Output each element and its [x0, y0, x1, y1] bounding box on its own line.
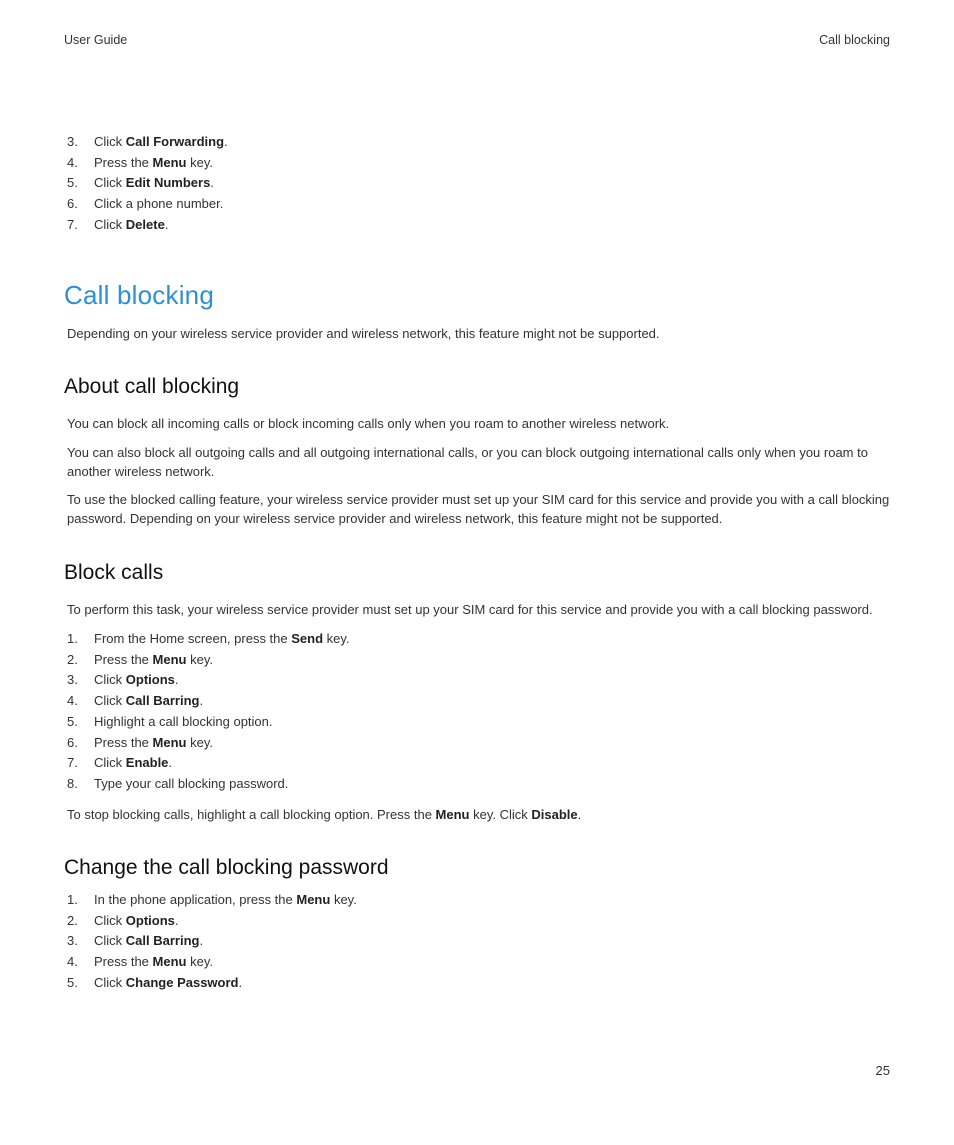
list-item: 4. Press the Menu key.: [67, 154, 213, 170]
block-calls-intro: To perform this task, your wireless service provider must set up your SIM card for this service and provide you with a call blocking password.: [67, 602, 873, 617]
block-calls-steps: [67, 629, 350, 795]
section-heading-block-calls: Block calls: [64, 561, 164, 584]
list-item: 3. Click Call Barring.: [67, 933, 204, 949]
list-item: 6. Click a phone number.: [67, 196, 224, 212]
about-paragraph-1: You can block all incoming calls or block incoming calls only when you roam to another wireless network.: [67, 416, 670, 431]
list-item: 4. Click Call Barring.: [67, 693, 204, 709]
block-calls-note: To stop blocking calls, highlight a call blocking option. Press the Menu key. Click Disable.: [67, 807, 582, 822]
list-item: 1. From the Home screen, press the Send key.: [67, 631, 350, 646]
section-heading-change-password: Change the call blocking password: [64, 856, 389, 879]
list-item: 7. Click Delete.: [67, 216, 169, 232]
list-item: 8. Type your call blocking password.: [67, 775, 289, 791]
running-header-left: User Guide: [64, 33, 128, 47]
list-item: 3. Click Call Forwarding.: [67, 134, 228, 149]
running-header-right: Call blocking: [819, 33, 890, 47]
list-item: 5. Click Edit Numbers.: [67, 175, 214, 191]
change-password-steps: [67, 890, 357, 994]
list-item: 5. Highlight a call blocking option.: [67, 713, 273, 729]
section-heading-about: About call blocking: [64, 375, 240, 398]
intro-paragraph: Depending on your wireless service provider and wireless network, this feature might not be supported.: [67, 326, 660, 341]
list-item: 3. Click Options.: [67, 672, 179, 688]
about-paragraph-3: To use the blocked calling feature, your wireless service provider must set up your SIM card for this service and provide you with a call blocking password. Depending on your wireless service provider and wireless network, this feature might not be supported.: [67, 492, 890, 526]
list-item: 2. Press the Menu key.: [67, 651, 213, 667]
list-item: 7. Click Enable.: [67, 755, 173, 771]
list-item: 6. Press the Menu key.: [67, 734, 213, 750]
page-title: Call blocking: [64, 280, 215, 310]
top-steps-list: [67, 132, 228, 236]
page-number: 25: [875, 1063, 890, 1078]
list-item: 1. In the phone application, press the Menu key.: [67, 892, 357, 907]
list-item: 2. Click Options.: [67, 912, 179, 928]
about-paragraph-2: You can also block all outgoing calls and all outgoing international calls, or you can block outgoing international calls only when you roam to another wireless network.: [67, 445, 868, 479]
list-item: 5. Click Change Password.: [67, 974, 243, 990]
list-item: 4. Press the Menu key.: [67, 954, 213, 970]
